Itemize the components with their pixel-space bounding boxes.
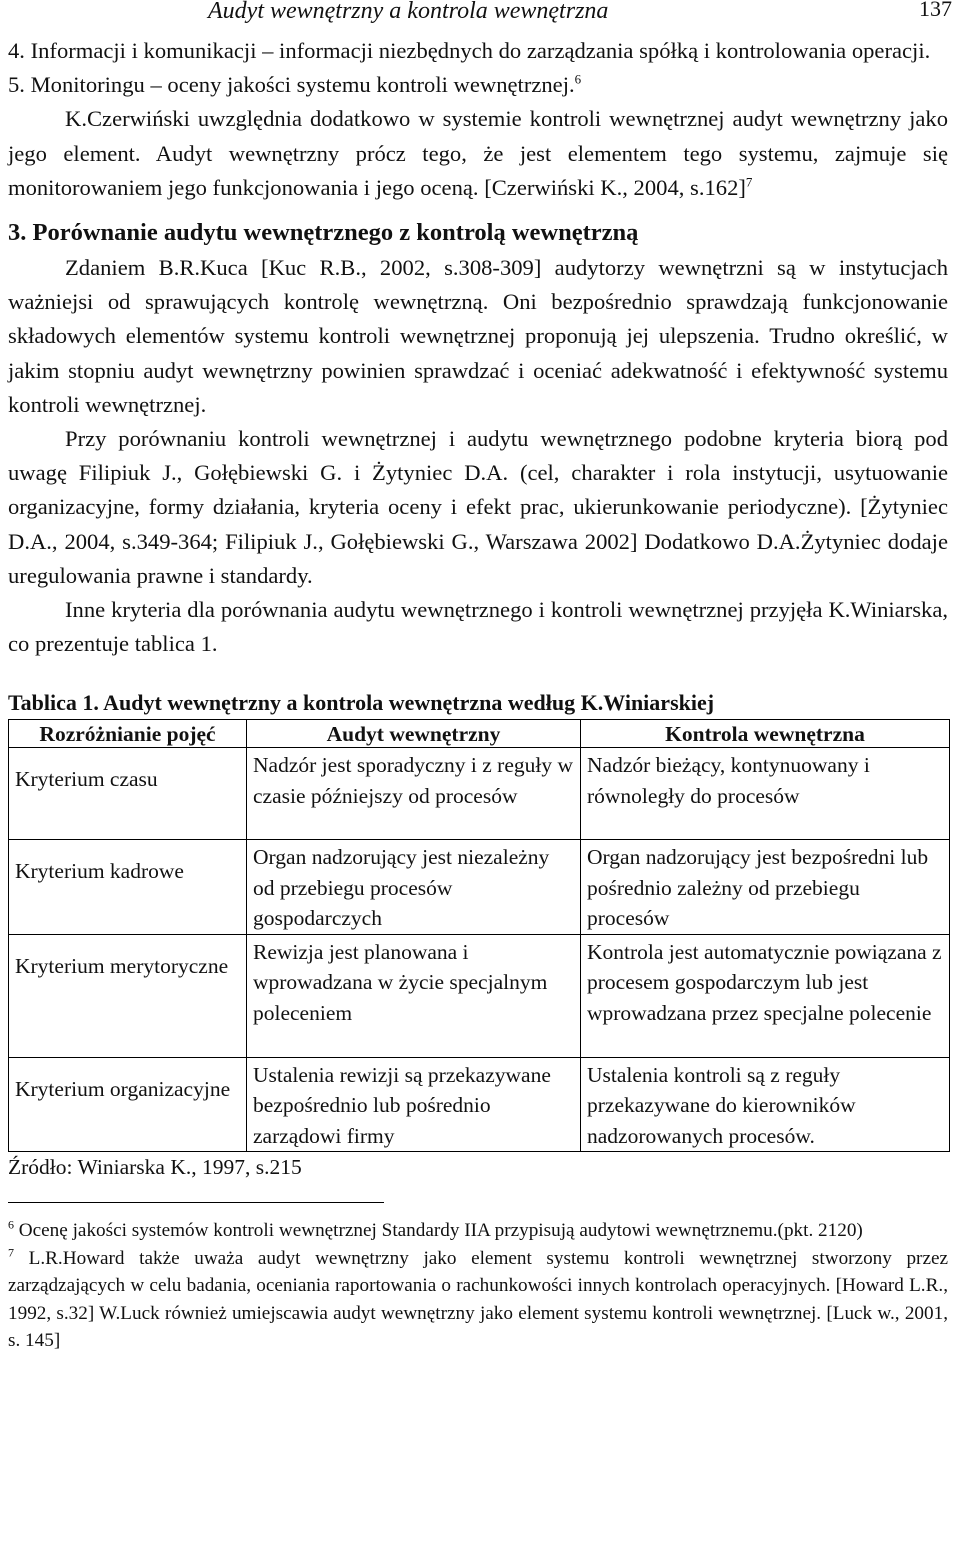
running-header — [8, 0, 952, 34]
section-heading — [8, 215, 948, 251]
footnote-separator — [8, 1202, 384, 1203]
comparison-table — [8, 719, 950, 1152]
footnote-ref-6[interactable]: 6 — [574, 71, 582, 87]
footnote-ref-7[interactable]: 7 — [745, 174, 753, 190]
control-cell: Kontrola jest automatycznie powiązana z procesem gospodarczym lub jest wprowadzana przez specjalne polecenie — [581, 934, 950, 1057]
section-number: 3. — [8, 219, 27, 247]
footnote-7: $^7$ L.R.Howard także uważa audyt wewnętrzny jako element systemu kontroli wewnętrznej stworzony przez zarządzających w celu badania, oceniania raportowania o rachunkowości innych kontrolach operacyjnych. [Howard L.R., 1992, s.32] W.Luck również umiejscawia audyt wewnętrzny jako element systemu kontroli wewnętrznej. [Luck w., 2001, s. 145] — [8, 1245, 948, 1352]
paragraph-kuc: Zdaniem B.R.Kuca [Kuc R.B., 2002, s.308-309] audytorzy wewnętrzni są w instytucjach ważniejsi od sprawujących kontrolę wewnętrzną. Oni bezpośrednio sprawdzają funkcjonowanie składowych elementów systemu kontroli wewnętrznej proponują jej ulepszenia. Trudno określić, w jakim stopniu audyt wewnętrzny powinien sprawdzać i oceniać adekwatność i efektywność systemu kontroli wewnętrznej. — [8, 255, 948, 417]
table-row — [9, 1057, 950, 1152]
section-title: Porównanie audytu wewnętrznego z kontrolą wewnętrzną — [32, 219, 639, 247]
header-internal-audit: Audyt wewnętrzny — [247, 720, 581, 748]
table-row — [9, 840, 950, 935]
footnote-6: $^6$ Ocenę jakości systemów kontroli wewnętrznej Standardy IIA przypisują audytowi wewnętrznemu.(pkt. 2120) — [8, 1218, 863, 1242]
control-cell: Organ nadzorujący jest bezpośredni lub pośrednio zależny od przebiegu procesów — [581, 840, 950, 935]
table-row — [9, 748, 950, 840]
audit-cell: Organ nadzorujący jest niezależny od przebiegu procesów gospodarczych — [247, 840, 581, 935]
audit-cell: Nadzór jest sporadyczny i z reguły w czasie późniejszy od procesów — [247, 748, 581, 840]
header-title: Audyt wewnętrzny a kontrola wewnętrzna — [208, 0, 609, 24]
list-item-5: 5. Monitoringu – oceny jakości systemu kontroli wewnętrznej.$^6$ — [8, 71, 582, 98]
list-item-4: 4. Informacji i komunikacji – informacji niezbędnych do zarządzania spółką i kontrolowania operacji. — [8, 38, 931, 63]
criterion-cell: Kryterium czasu — [15, 767, 158, 792]
audit-cell: Rewizja jest planowana i wprowadzana w życie specjalnym poleceniem — [247, 934, 581, 1057]
document-page — [8, 0, 952, 1355]
control-cell: Nadzór bieżący, kontynuowany i równoległy do procesów — [581, 748, 950, 840]
table-row — [9, 934, 950, 1057]
criterion-cell: Kryterium kadrowe — [15, 859, 184, 884]
paragraph-comparison: Przy porównaniu kontroli wewnętrznej i audytu wewnętrznego podobne kryteria biorą pod uwagę Filipiuk J., Gołębiewski G. i Żytyniec D.A. (cel, charakter i rola instytucji, usytuowanie organizacyjne, formy działania, kryteria oceny i efekt prac, ukierunkowanie periodyczne). [Żytyniec D.A., 2004, s.349-364; Filipiuk J., Gołębiewski G., Warszawa 2002] Dodatkowo D.A.Żytyniec dodaje uregulowania prawne i standardy. — [8, 426, 948, 588]
audit-cell: Ustalenia rewizji są przekazywane bezpośrednio lub pośrednio zarządowi firmy — [247, 1057, 581, 1152]
control-cell: Ustalenia kontroli są z reguły przekazywane do kierowników nadzorowanych procesów. — [581, 1057, 950, 1152]
criterion-cell: Kryterium merytoryczne — [15, 953, 229, 978]
table-header-row — [9, 720, 950, 748]
criterion-cell: Kryterium organizacyjne — [15, 1076, 231, 1101]
table-caption: Tablica 1. Audyt wewnętrzny a kontrola wewnętrzna według K.Winiarskiej — [8, 690, 715, 716]
header-internal-control: Kontrola wewnętrzna — [581, 720, 950, 748]
paragraph-czerwinski: K.Czerwiński uwzględnia dodatkowo w systemie kontroli wewnętrznej audyt wewnętrzny jako jego element. Audyt wewnętrzny prócz tego, że jest elementem tego systemu, zajmuje się monitorowaniem jego funkcjonowania i jego oceną. [Czerwiński K., 2004, s.162]$^7$ — [8, 106, 948, 200]
table-source: Źródło: Winiarska K., 1997, s.215 — [8, 1155, 302, 1180]
header-criterion: Rozróżnianie pojęć — [9, 720, 247, 748]
page-number: 137 — [919, 0, 952, 21]
paragraph-winiarska: Inne kryteria dla porównania audytu wewnętrznego i kontroli wewnętrznej przyjęła K.Winiarska, co prezentuje tablica 1. — [8, 597, 948, 657]
